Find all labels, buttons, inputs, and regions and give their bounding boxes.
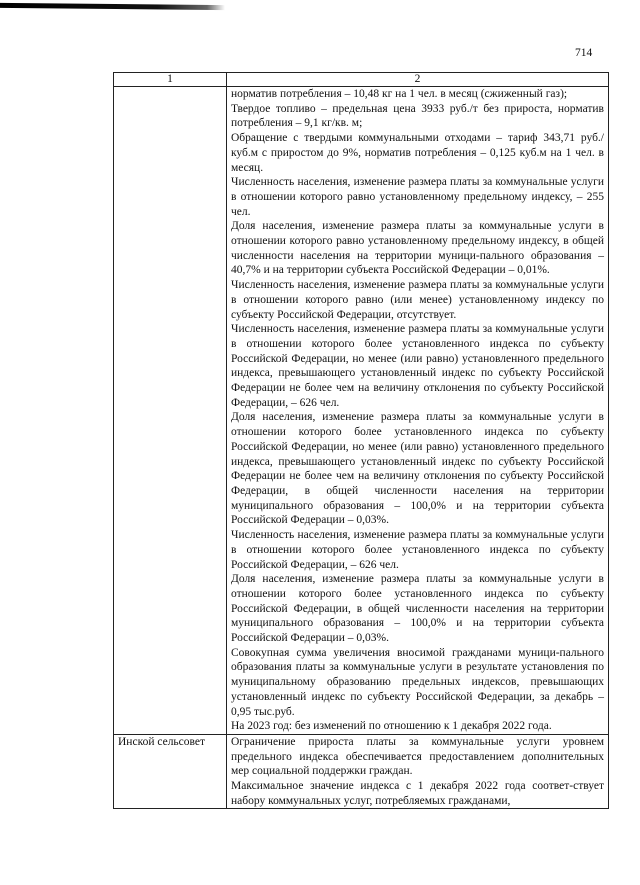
table-header-row — [114, 73, 609, 87]
table-row — [114, 87, 609, 735]
paragraph: Ограничение прироста платы за коммунальные услуги уровнем предельного индекса обеспечивается предоставлением дополнительных мер социальной поддержки граждан. — [231, 735, 604, 778]
paragraph: Максимальное значение индекса с 1 декабря 2022 года соответ-ствует набору коммунальных услуг, потребляемых гражданами, — [231, 780, 604, 807]
paragraph: Обращение с твердыми коммунальными отходами – тариф 343,71 руб./куб.м с приростом до 9%, норматив потребления – 0,125 куб.м на 1 чел. в месяц. — [231, 132, 604, 174]
paragraph: Численность населения, изменение размера платы за коммунальные услуги в отношении которого более установленного индекса по субъекту Российской Федерации, но менее (или равно) установленного предельного индекса, превышающего установленный индекс по субъекту Российской Федерации не более чем на величину отклонения по субъекту Российской Федерации, – 626 чел. — [231, 323, 604, 409]
municipality-cell — [114, 87, 227, 735]
paragraph: Доля населения, изменение размера платы за коммунальные услуги в отношении которого более установленного индекса по субъекту Российской Федерации, но менее (или равно) установленного предельного индекса, превышающего установленный индекс по субъекту Российской Федерации не более чем на величину отклонения по субъекту Российской Федерации, в общей численности населения на территории муниципального образования – 100,0% и на территории субъекта Российской Федерации – 0,03%. — [231, 411, 604, 527]
paragraph: Совокупная сумма увеличения вносимой гражданами муници-пального образования платы за коммунальные услуги в результате установления по муниципальному образованию предельных индексов, превышающих установленный индекс по субъекту Российской Федерации, за декабрь – 0,95 тыс.руб. — [231, 646, 604, 718]
paragraph: Доля населения, изменение размера платы за коммунальные услуги в отношении которого равно установленному предельному индексу, в общей численности населения на территории муници-пального образования – 40,7% и на территории субъекта Российской Федерации – 0,01%. — [231, 220, 604, 277]
description-cell — [227, 734, 609, 809]
table-row — [114, 734, 609, 809]
paragraph: Доля населения, изменение размера платы за коммунальные услуги в отношении которого более установленного индекса по субъекту Российской Федерации, в общей численности населения на территории муниципального образования – 100,0% и на территории субъекта Российской Федерации – 0,03%. — [231, 573, 604, 645]
municipality-cell: Инской сельсовет — [114, 734, 227, 809]
column-header-2: 2 — [227, 73, 609, 87]
paragraph: Численность населения, изменение размера платы за коммунальные услуги в отношении которого равно установленному предельному индексу, – 255 чел. — [231, 176, 604, 218]
document-table — [113, 72, 609, 809]
page-number: 714 — [575, 47, 593, 59]
paragraph: Численность населения, изменение размера платы за коммунальные услуги в отношении которого более установленного индекса по субъекту Российской Федерации, – 626 чел. — [231, 529, 604, 571]
column-header-1: 1 — [114, 73, 227, 87]
paragraph: Численность населения, изменение размера платы за коммунальные услуги в отношении которого равно (или менее) установленному индексу по субъекту Российской Федерации, отсутствует. — [231, 279, 604, 321]
description-cell — [227, 87, 609, 735]
paragraph: норматив потребления – 10,48 кг на 1 чел. в месяц (сжиженный газ); — [231, 88, 568, 100]
paragraph: На 2023 год: без изменений по отношению к 1 декабря 2022 года. — [231, 720, 552, 733]
scan-artifact-bar — [0, 3, 225, 10]
paragraph: Твердое топливо – предельная цена 3933 руб./т без прироста, норматив потребления – 9,1 кг/кв. м; — [231, 102, 604, 130]
